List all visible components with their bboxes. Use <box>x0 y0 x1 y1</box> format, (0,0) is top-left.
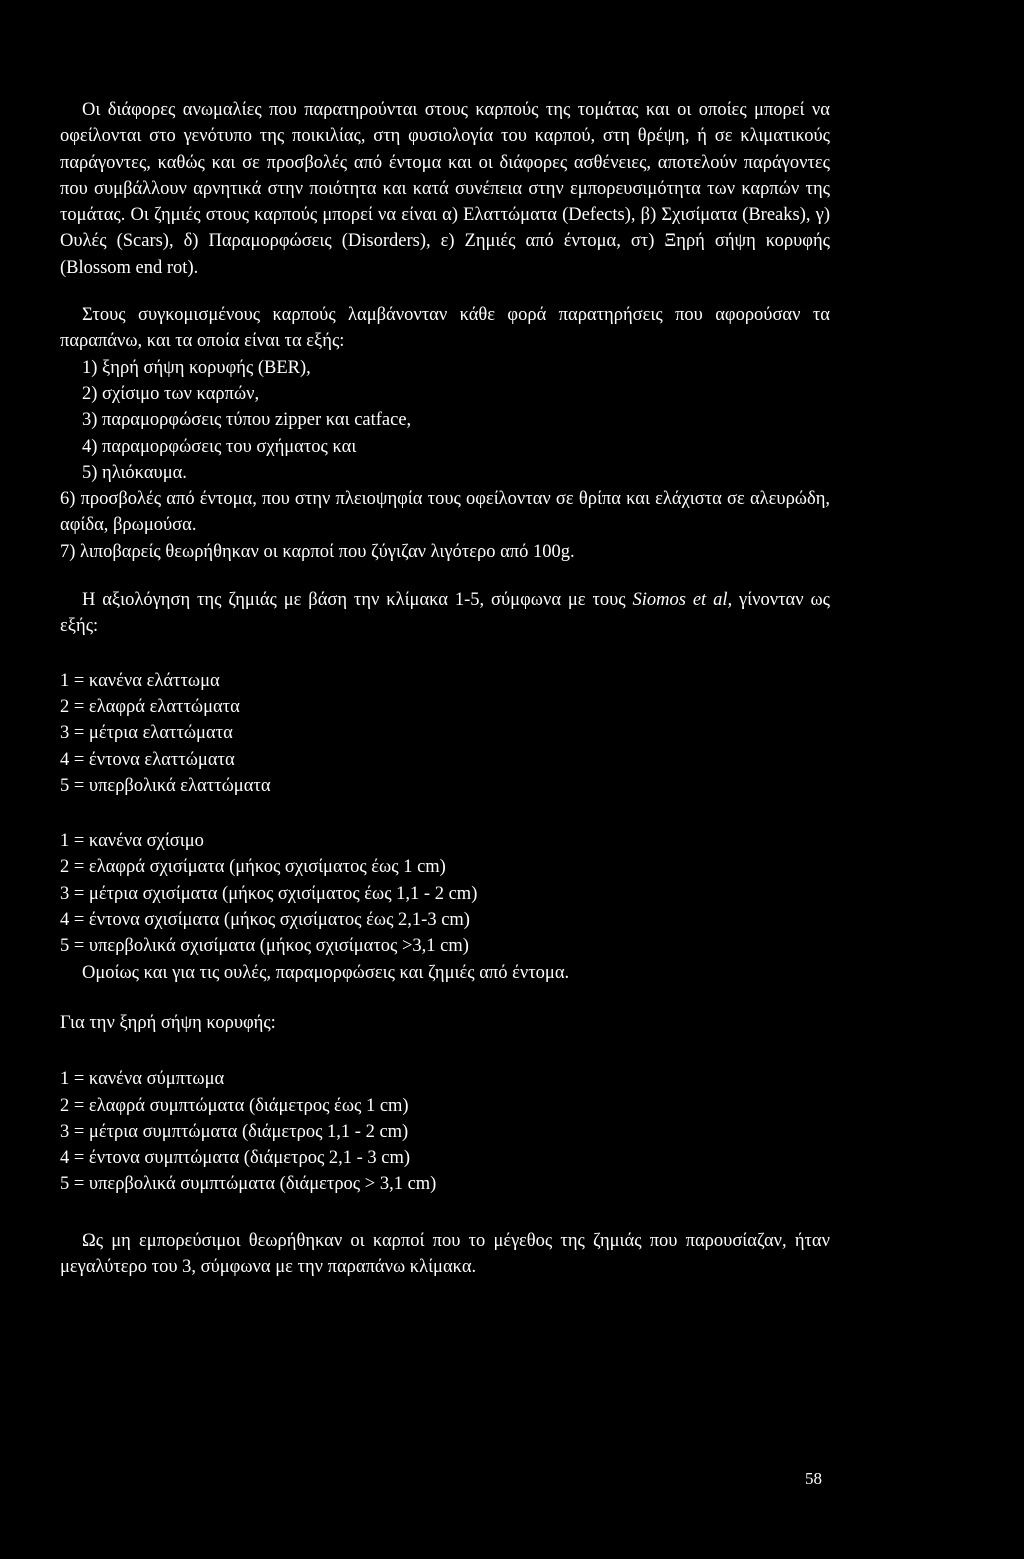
scale-item: 4 = έντονα σχισίματα (μήκος σχισίματος έως 2,1-3 cm) <box>60 910 470 931</box>
scale-item: 2 = ελαφρά σχισίματα (μήκος σχισίματος έως 1 cm) <box>60 857 446 878</box>
list-item: 4) παραμορφώσεις του σχήματος και <box>82 436 357 457</box>
list-item: 7) λιποβαρείς θεωρήθηκαν οι καρποί που ζύγιζαν λιγότερο από 100g. <box>60 541 575 562</box>
scale-intro <box>60 587 830 640</box>
scale-item: 1 = κανένα σύμπτωμα <box>60 1069 225 1090</box>
defects-scale <box>60 668 830 799</box>
scale-item: 3 = μέτρια σχισίματα (μήκος σχισίματος έως 1,1 - 2 cm) <box>60 883 478 904</box>
list-item: 3) παραμορφώσεις τύπου zipper και catface, <box>82 410 412 431</box>
conclusion: Ως μη εμπορεύσιμοι θεωρήθηκαν οι καρποί που το μέγεθος της ζημιάς που παρουσίαζαν, ήταν μεγαλύτερο του 3, σύμφωνα με την παραπάνω κλίμακα. <box>60 1230 830 1277</box>
observations-list <box>60 355 830 565</box>
list-item: 6) προσβολές από έντομα, που στην πλειοψηφία τους οφείλονταν σε θρίπα και ελάχιστα σε αλευρώδη, αφίδα, βρωμούσα. <box>60 489 830 536</box>
body-text <box>60 97 830 1280</box>
scale-item: 5 = υπερβολικά συμπτώματα (διάμετρος > 3,1 cm) <box>60 1174 437 1195</box>
similarly-note: Ομοίως και για τις ουλές, παραμορφώσεις και ζημιές από έντομα. <box>82 962 570 983</box>
scale-item: 4 = έντονα ελαττώματα <box>60 749 235 770</box>
scale-item: 1 = κανένα ελάττωμα <box>60 670 220 691</box>
cracks-scale <box>60 828 830 986</box>
scale-intro-after: γίνονταν ως εξής: <box>60 590 830 637</box>
scale-item: 2 = ελαφρά συμπτώματα (διάμετρος έως 1 cm) <box>60 1095 409 1116</box>
ber-heading: Για την ξηρή σήψη κορυφής: <box>60 1012 276 1033</box>
page-number: 58 <box>805 1469 822 1488</box>
scale-item: 1 = κανένα σχίσιμο <box>60 831 204 852</box>
scale-item: 5 = υπερβολικά ελαττώματα <box>60 775 271 796</box>
scale-item: 3 = μέτρια ελαττώματα <box>60 723 233 744</box>
scale-item: 3 = μέτρια συμπτώματα (διάμετρος 1,1 - 2 cm) <box>60 1121 409 1142</box>
scale-intro-before: Η αξιολόγηση της ζημιάς με βάση την κλίμακα 1-5, σύμφωνα με τους <box>82 590 633 611</box>
list-item: 2) σχίσιμο των καρπών, <box>82 383 260 404</box>
scale-item: 4 = έντονα συμπτώματα (διάμετρος 2,1 - 3 cm) <box>60 1148 411 1169</box>
scale-item: 2 = ελαφρά ελαττώματα <box>60 696 240 717</box>
observations-intro: Στους συγκομισμένους καρπούς λαμβάνονταν κάθε φορά παρατηρήσεις που αφορούσαν τα παραπάνω, και τα οποία είναι τα εξής: <box>60 305 830 352</box>
list-item: 5) ηλιόκαυμα. <box>82 462 187 483</box>
scale-item: 5 = υπερβολικά σχισίματα (μήκος σχισίματος >3,1 cm) <box>60 936 469 957</box>
intro-paragraph: Οι διάφορες ανωμαλίες που παρατηρούνται στους καρπούς της τομάτας και οι οποίες μπορεί να οφείλονται στο γενότυπο της ποικιλίας, στη φυσιολογία του καρπού, στη θρέψη, ή σε κλιματικούς παράγοντες, καθώς και σε προσβολές από έντομα και οι διάφορες ασθένειες, αποτελούν παράγοντες που συμβάλλουν αρνητικά στην ποιότητα και κατά συνέπεια στην εμπορευσιμότητα των καρπών της τομάτας. Οι ζημιές στους καρπούς μπορεί να είναι α) Ελαττώματα (Defects), β) Σχισίματα (Breaks), γ) Ουλές (Scars), δ) Παραμορφώσεις (Disorders), ε) Ζημιές από έντομα, στ) Ξηρή σήψη κορυφής (Blossom end rot). <box>60 100 830 278</box>
ber-scale <box>60 1066 830 1197</box>
list-item: 1) ξηρή σήψη κορυφής (BER), <box>82 357 311 378</box>
citation: Siomos et al, <box>632 590 733 611</box>
